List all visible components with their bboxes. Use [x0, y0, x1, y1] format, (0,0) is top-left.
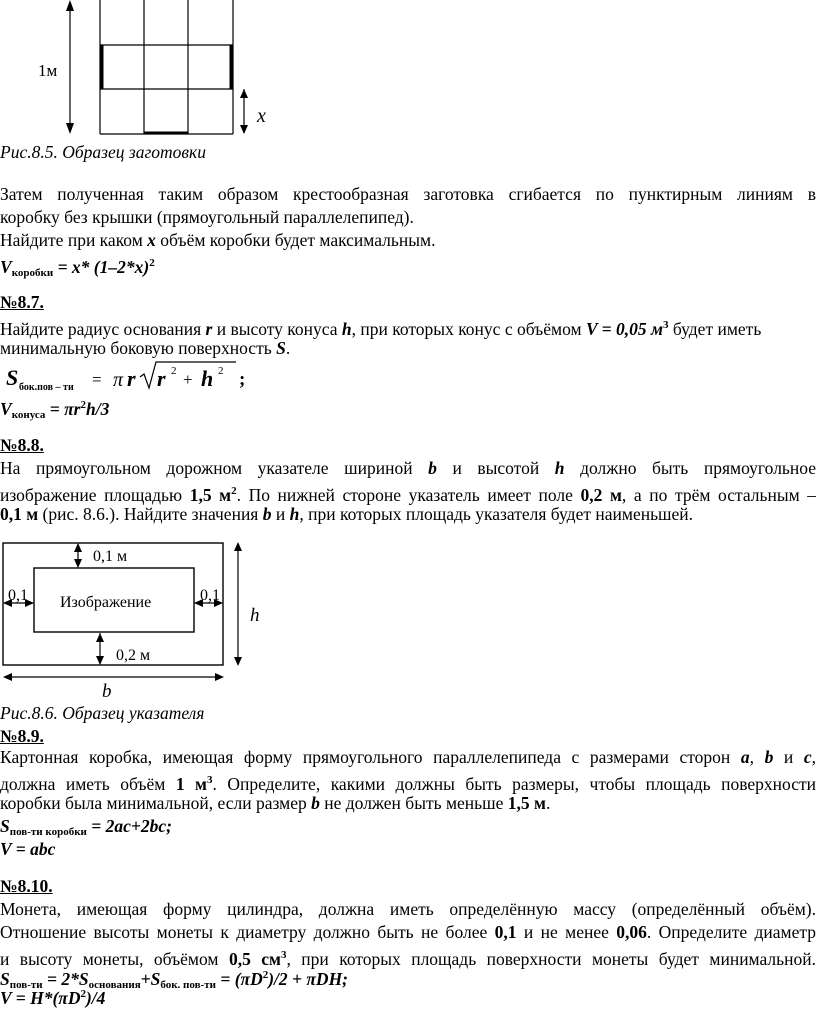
n89-line1	[0, 746, 816, 769]
f1-s: S	[0, 816, 10, 836]
text-run: должна иметь объём	[0, 774, 176, 794]
volume: 0,5 см	[228, 949, 281, 969]
text-run: , а по трём остальным –	[621, 485, 816, 505]
text-run: (рис. 8.6.). Найдите значения	[38, 504, 263, 524]
n87-volume-formula	[0, 394, 816, 427]
f-rest: = x* (1–2*x)	[53, 257, 150, 277]
f1-sub: пов-ти	[9, 979, 43, 991]
volume-sup: 3	[206, 774, 213, 786]
f-v: V	[0, 257, 12, 277]
p1-formula	[0, 252, 816, 285]
var-b: b	[428, 458, 437, 478]
fig85-label-1m: 1м	[38, 61, 58, 80]
fig85-caption: Рис.8.5. Образец заготовки	[0, 142, 206, 162]
volume: V = 0,05 м	[585, 319, 664, 339]
var-S: S	[276, 338, 286, 358]
n87-line2	[0, 337, 816, 360]
fs-end: ;	[239, 369, 246, 390]
area: 1,5 м	[189, 485, 232, 505]
fs-plus: +	[183, 370, 193, 389]
fs-r2: r	[157, 366, 166, 391]
var-a: a	[740, 747, 750, 767]
dim-bottom: 0,2 м	[116, 647, 151, 664]
p1-line1: Затем полученная таким образом крестообразная заготовка сгибается по пунктирным линиям в	[0, 184, 816, 204]
fv-rest1: = πr	[45, 399, 81, 419]
field-02: 0,2 м	[580, 485, 622, 505]
text-run: и высоту конуса	[212, 319, 342, 339]
text-run: ,	[749, 747, 765, 767]
text-run: .	[285, 338, 291, 358]
n88-line1	[0, 457, 816, 480]
formula-lateral-surface	[0, 358, 260, 398]
f-sup: 2	[149, 257, 155, 269]
fv-rest2: h/3	[86, 399, 110, 419]
f1-sub: пов-ти коробки	[9, 826, 87, 838]
f1-s: S	[0, 969, 10, 989]
f1-sub3: бок. пов-ти	[160, 979, 216, 991]
var-b: b	[764, 747, 774, 767]
fig86-caption: Рис.8.6. Образец указателя	[0, 703, 205, 723]
ratio-max: 0,1	[494, 922, 517, 942]
text-run: объём коробки будет максимальным.	[155, 230, 436, 250]
problem-8-8-number: №8.8.	[0, 435, 44, 455]
n810-line1: Монета, имеющая форму цилиндра, должна иметь определённую массу (определённый объём).	[0, 899, 816, 919]
f1-sub2: основания	[88, 979, 141, 991]
text-run: будет иметь	[668, 319, 762, 339]
f1-eq: = 2*	[42, 969, 79, 989]
text-run: На прямоугольном дорожном указателе шириной	[0, 458, 429, 478]
fs-sup2a: 2	[171, 365, 177, 377]
dim-top: 0,1 м	[93, 548, 128, 565]
text-run: изображение площадью	[0, 485, 190, 505]
text-run: должно быть прямоугольное	[564, 458, 816, 478]
text-run: , при которых площадь поверхности монеты будет минимальной.	[286, 949, 816, 969]
f2-sup: 2	[80, 988, 86, 1000]
volume-sup: 3	[663, 319, 669, 331]
area-sup: 2	[231, 485, 237, 497]
dim-left: 0,1	[8, 587, 28, 604]
problem-8-9-number: №8.9.	[0, 726, 44, 746]
problem-8-7-number: №8.7.	[0, 292, 44, 312]
text-run: Картонная коробка, имеющая форму прямоугольного параллелепипеда с размерами сторон	[0, 747, 741, 767]
text-run: и высоту монеты, объёмом	[0, 949, 229, 969]
var-c: c	[803, 747, 812, 767]
fs-h: h	[201, 366, 214, 391]
field-01: 0,1 м	[0, 504, 39, 524]
text-run: . По нижней стороне указатель имеет поле	[236, 485, 581, 505]
var-h2: h	[289, 504, 300, 524]
min-size: 1,5 м	[507, 793, 546, 813]
figure-8-5-blank	[0, 0, 300, 140]
f-sub: коробки	[11, 267, 54, 279]
n89-formula2	[0, 838, 816, 861]
text-run: не должен быть меньше	[319, 793, 508, 813]
text-run: и высотой	[436, 458, 555, 478]
dim-b: b	[102, 681, 112, 702]
fv-sup: 2	[80, 399, 86, 411]
text-run: . Определите диаметр	[646, 922, 816, 942]
var-b2: b	[262, 504, 272, 524]
volume: 1 м	[175, 774, 207, 794]
f2b: )/4	[85, 988, 106, 1008]
var-h: h	[554, 458, 565, 478]
volume-sup: 3	[280, 949, 287, 961]
n810-line2	[0, 921, 816, 944]
p1-line2: коробку без крышки (прямоугольный параллелепипед).	[0, 207, 414, 227]
ratio-min: 0,06	[616, 922, 647, 942]
f1-rest2: )/2 + πDH;	[268, 969, 349, 989]
fs-pi: π	[113, 369, 124, 391]
f1-sup: 2	[262, 969, 269, 981]
text-run: ,	[811, 747, 816, 767]
text-run: коробки была минимальной, если размер	[0, 793, 312, 813]
f1-plus: +	[140, 969, 151, 989]
fs-sub: бок.пов – ти	[19, 382, 74, 393]
fs-eq: =	[92, 370, 102, 389]
problem-8-10-number: №8.10.	[0, 876, 53, 896]
var-r: r	[205, 319, 213, 339]
p1-line3	[0, 229, 816, 252]
f1-rest: = (πD	[215, 969, 263, 989]
fs-S: S	[6, 365, 19, 390]
text-run: Найдите при каком	[0, 230, 148, 250]
n88-line3	[0, 503, 816, 526]
fv-v: V	[0, 399, 12, 419]
text-run: минимальную боковую поверхность	[0, 338, 277, 358]
var-x: x	[147, 230, 156, 250]
fs-r: r	[127, 366, 136, 391]
fv-sub: конуса	[11, 409, 46, 421]
text-run: , при которых площадь указателя будет наименьшей.	[299, 504, 694, 524]
f1-s2: S	[78, 969, 89, 989]
f1-rest: = 2ac+2bc;	[86, 816, 172, 836]
image-label: Изображение	[60, 594, 152, 611]
text-run: и	[271, 504, 290, 524]
text-run: и не менее	[516, 922, 617, 942]
figure-8-6-sign	[0, 530, 300, 705]
fig85-label-x: x	[257, 105, 266, 127]
dim-right: 0,1	[200, 587, 220, 604]
f2a: V = H*(πD	[0, 988, 81, 1008]
dim-h: h	[250, 605, 260, 626]
f1-s3: S	[150, 969, 161, 989]
var-b2: b	[311, 793, 320, 813]
text-run: . Определите, какими должны быть размеры, чтобы площадь поверхности	[212, 774, 816, 794]
var-h: h	[341, 319, 352, 339]
text-run: .	[545, 793, 551, 813]
fs-sup2b: 2	[218, 365, 224, 377]
text-run: Найдите радиус основания	[0, 319, 206, 339]
text-run: , при которых конус с объёмом	[351, 319, 586, 339]
text-run: Отношение высоты монеты к диаметру должно быть не более	[0, 922, 495, 942]
n89-line3	[0, 792, 816, 815]
f2: V = abc	[0, 839, 56, 859]
text-run: и	[773, 747, 804, 767]
